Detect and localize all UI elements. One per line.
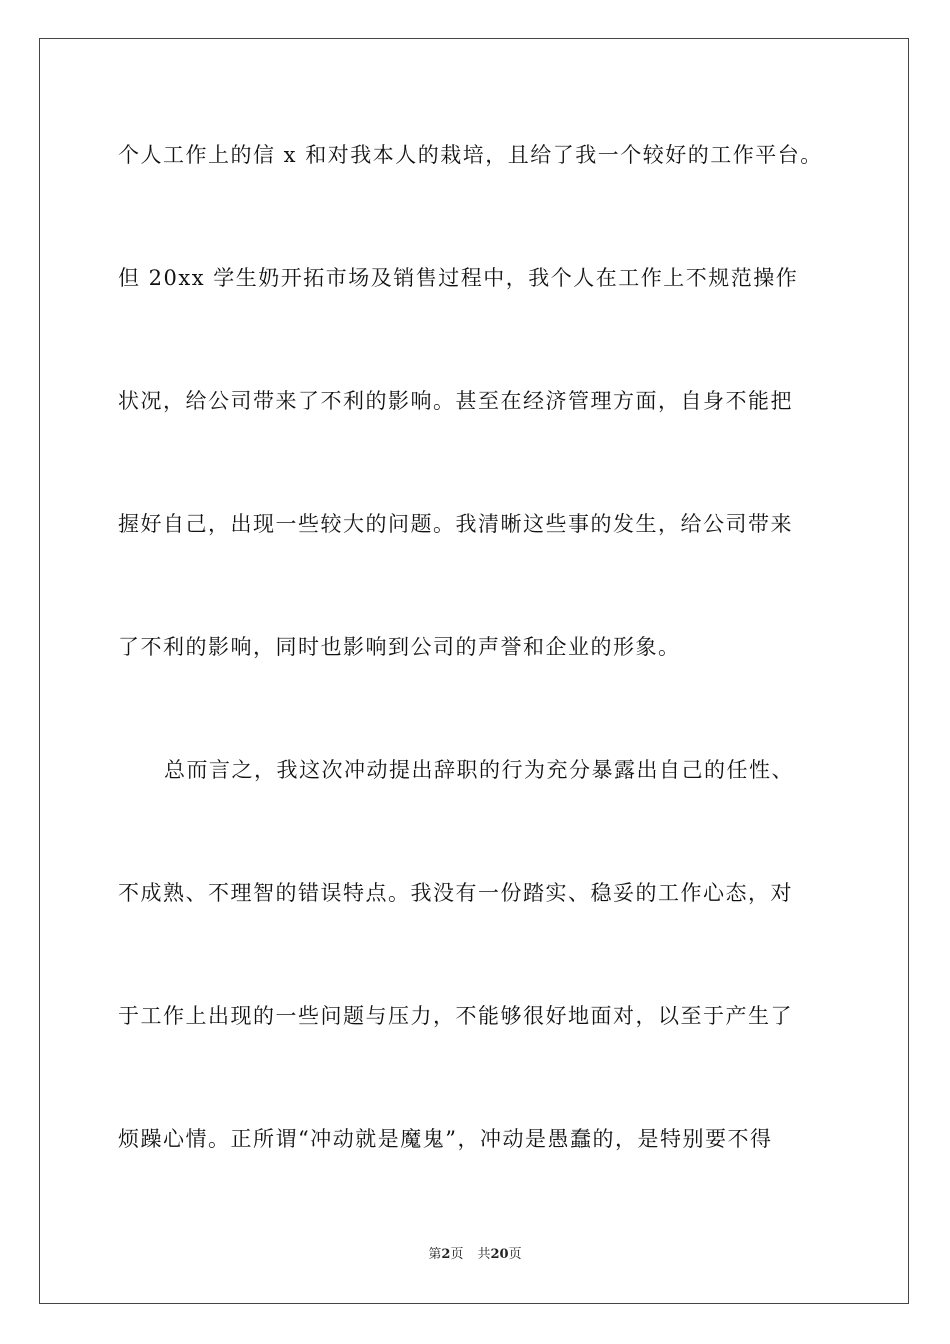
paragraph-first-line: 总而言之，我这次冲动提出辞职的行为充分暴露出自己的任性、 [164, 758, 794, 782]
body-text-line: 不成熟、不理智的错误特点。我没有一份踏实、稳妥的工作心态，对 [118, 881, 793, 905]
total-suffix: 页 [508, 1247, 522, 1262]
body-text-line: 个人工作上的信 x 和对我本人的栽培，且给了我一个较好的工作平台。 [118, 143, 823, 167]
page-suffix: 页 [450, 1247, 464, 1262]
body-text-line: 于工作上出现的一些问题与压力，不能够很好地面对，以至于产生了 [118, 1004, 793, 1028]
page-border [39, 38, 909, 1304]
total-prefix: 共 [477, 1247, 491, 1262]
total-pages: 20 [490, 1247, 509, 1262]
body-text-line: 但 20xx 学生奶开拓市场及销售过程中，我个人在工作上不规范操作 [118, 266, 799, 290]
page-number: 2 [441, 1247, 451, 1262]
body-text-line: 状况，给公司带来了不利的影响。甚至在经济管理方面，自身不能把 [118, 389, 793, 413]
page-footer [0, 1246, 950, 1264]
body-text-line: 了不利的影响，同时也影响到公司的声誉和企业的形象。 [118, 635, 681, 659]
page-prefix: 第 [428, 1247, 442, 1262]
body-text-line: 烦躁心情。正所谓“冲动就是魔鬼”，冲动是愚蠢的，是特别要不得 [118, 1127, 773, 1151]
body-text-line: 握好自己，出现一些较大的问题。我清晰这些事的发生，给公司带来 [118, 512, 793, 536]
